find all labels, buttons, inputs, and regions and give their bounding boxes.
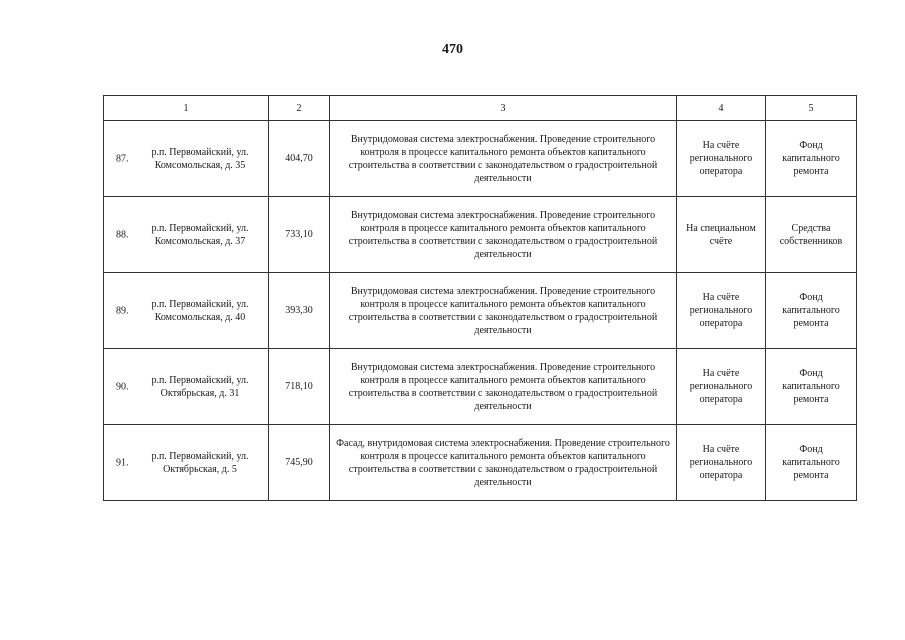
row-area: 718,10 — [269, 349, 330, 425]
column-header-1: 1 — [104, 96, 269, 121]
row-work: Фасад, внутридомовая система электроснабжения. Проведение строительного контроля в процессе капитального ремонта объектов капитального строительства в соответствии с законодательством о градостроительной деятельности — [330, 425, 677, 501]
table-row — [104, 273, 857, 349]
row-work: Внутридомовая система электроснабжения. Проведение строительного контроля в процессе капитального ремонта объектов капитального строительства в соответствии с законодательством о градостроительной деятельности — [330, 273, 677, 349]
row-address-cell — [104, 349, 269, 425]
row-area: 733,10 — [269, 197, 330, 273]
row-fund: Средства собственников — [766, 197, 857, 273]
column-header-3: 3 — [330, 96, 677, 121]
row-area: 393,30 — [269, 273, 330, 349]
row-account: На счёте регионального оператора — [677, 349, 766, 425]
row-address: р.п. Первомайский, ул. Октябрьская, д. 31 — [151, 374, 249, 399]
row-address: р.п. Первомайский, ул. Комсомольская, д. 35 — [151, 146, 249, 171]
row-work: Внутридомовая система электроснабжения. Проведение строительного контроля в процессе капитального ремонта объектов капитального строительства в соответствии с законодательством о градостроительной деятельности — [330, 349, 677, 425]
row-account: На счёте регионального оператора — [677, 273, 766, 349]
row-work: Внутридомовая система электроснабжения. Проведение строительного контроля в процессе капитального ремонта объектов капитального строительства в соответствии с законодательством о градостроительной деятельности — [330, 121, 677, 197]
row-fund: Фонд капитального ремонта — [766, 273, 857, 349]
column-header-4: 4 — [677, 96, 766, 121]
row-number: 91. — [116, 457, 129, 468]
column-header-5: 5 — [766, 96, 857, 121]
row-account: На счёте регионального оператора — [677, 425, 766, 501]
row-number: 87. — [116, 153, 129, 164]
table-row — [104, 349, 857, 425]
row-address: р.п. Первомайский, ул. Комсомольская, д. 40 — [151, 298, 249, 323]
row-area: 404,70 — [269, 121, 330, 197]
row-address-cell — [104, 197, 269, 273]
table-row — [104, 197, 857, 273]
row-address-cell — [104, 273, 269, 349]
row-account: На специальном счёте — [677, 197, 766, 273]
row-address: р.п. Первомайский, ул. Октябрьская, д. 5 — [151, 450, 249, 475]
row-number: 89. — [116, 305, 129, 316]
row-address: р.п. Первомайский, ул. Комсомольская, д. 37 — [151, 222, 249, 247]
table-row — [104, 425, 857, 501]
row-address-cell — [104, 425, 269, 501]
row-number: 90. — [116, 381, 129, 392]
row-fund: Фонд капитального ремонта — [766, 349, 857, 425]
row-work: Внутридомовая система электроснабжения. Проведение строительного контроля в процессе капитального ремонта объектов капитального строительства в соответствии с законодательством о градостроительной деятельности — [330, 197, 677, 273]
column-header-2: 2 — [269, 96, 330, 121]
page-number: 470 — [442, 42, 463, 57]
row-fund: Фонд капитального ремонта — [766, 425, 857, 501]
table-row — [104, 121, 857, 197]
repair-table — [103, 95, 857, 501]
row-account: На счёте регионального оператора — [677, 121, 766, 197]
row-number: 88. — [116, 229, 129, 240]
row-fund: Фонд капитального ремонта — [766, 121, 857, 197]
row-address-cell — [104, 121, 269, 197]
row-area: 745,90 — [269, 425, 330, 501]
header-row — [104, 96, 857, 121]
